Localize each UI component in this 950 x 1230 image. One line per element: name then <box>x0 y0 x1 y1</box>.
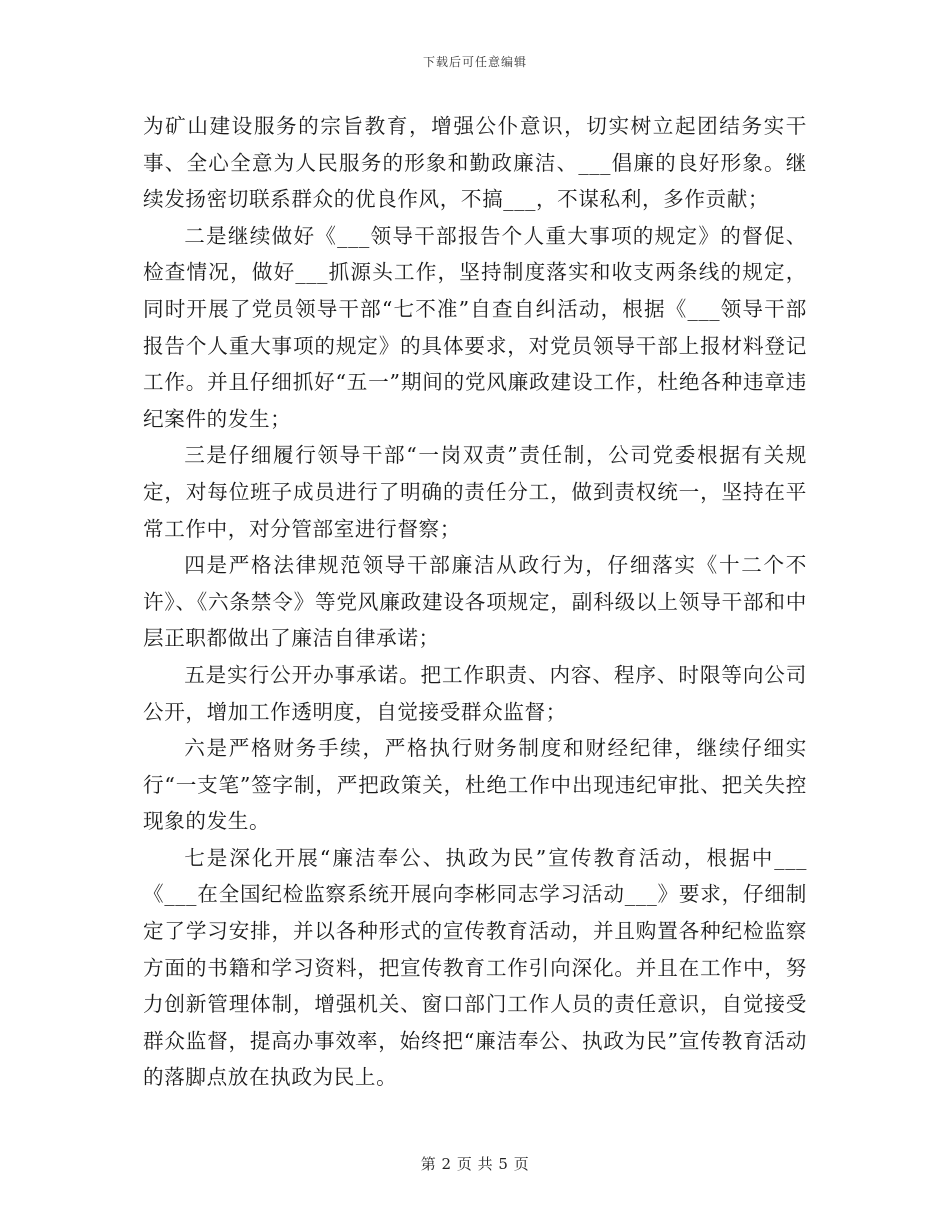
paragraph-3: 三是仔细履行领导干部“一岗双责”责任制，公司党委根据有关规定，对每位班子成员进行了明确的责任分工，做到责权统一，坚持在平常工作中，对分管部室进行督察； <box>143 443 807 541</box>
paragraph-4: 四是严格法律规范领导干部廉洁从政行为，仔细落实《十二个不许》、《六条禁令》等党风廉政建设各项规定，副科级以上领导干部和中层正职都做出了廉洁自律承诺； <box>143 553 807 651</box>
paragraph-1: 为矿山建设服务的宗旨教育，增强公仆意识，切实树立起团结务实干事、全心全意为人民服务的形象和勤政廉洁、___倡廉的良好形象。继续发扬密切联系群众的优良作风，不搞___，不谋私利，多作贡献； <box>143 114 807 212</box>
paragraph-6: 六是严格财务手续，严格执行财务制度和财经纪律，继续仔细实行“一支笔”签字制，严把政策关，杜绝工作中出现违纪审批、把关失控现象的发生。 <box>143 736 807 834</box>
paragraph-2: 二是继续做好《___领导干部报告个人重大事项的规定》的督促、检查情况，做好___抓源头工作，坚持制度落实和收支两条线的规定，同时开展了党员领导干部“七不准”自查自纠活动，根据《___领导干部报告个人重大事项的规定》的具体要求，对党员领导干部上报材料登记工作。并且仔细抓好“五一”期间的党风廉政建设工作，杜绝各种违章违纪案件的发生； <box>143 223 807 431</box>
document-body <box>143 108 807 1096</box>
paragraph-5: 五是实行公开办事承诺。把工作职责、内容、程序、时限等向公司公开，增加工作透明度，自觉接受群众监督； <box>143 662 807 724</box>
page-header: 下载后可任意编辑 <box>422 55 527 69</box>
paragraph-7: 七是深化开展“廉洁奉公、执政为民”宣传教育活动，根据中___《___在全国纪检监察系统开展向李彬同志学习活动___》要求，仔细制定了学习安排，并以各种形式的宣传教育活动，并且购置各种纪检监察方面的书籍和学习资料，把宣传教育工作引向深化。并且在工作中，努力创新管理体制，增强机关、窗口部门工作人员的责任意识，自觉接受群众监督，提高办事效率，始终把“廉洁奉公、执政为民”宣传教育活动的落脚点放在执政为民上。 <box>143 845 807 1090</box>
page-footer: 第 2 页 共 5 页 <box>420 1155 530 1173</box>
